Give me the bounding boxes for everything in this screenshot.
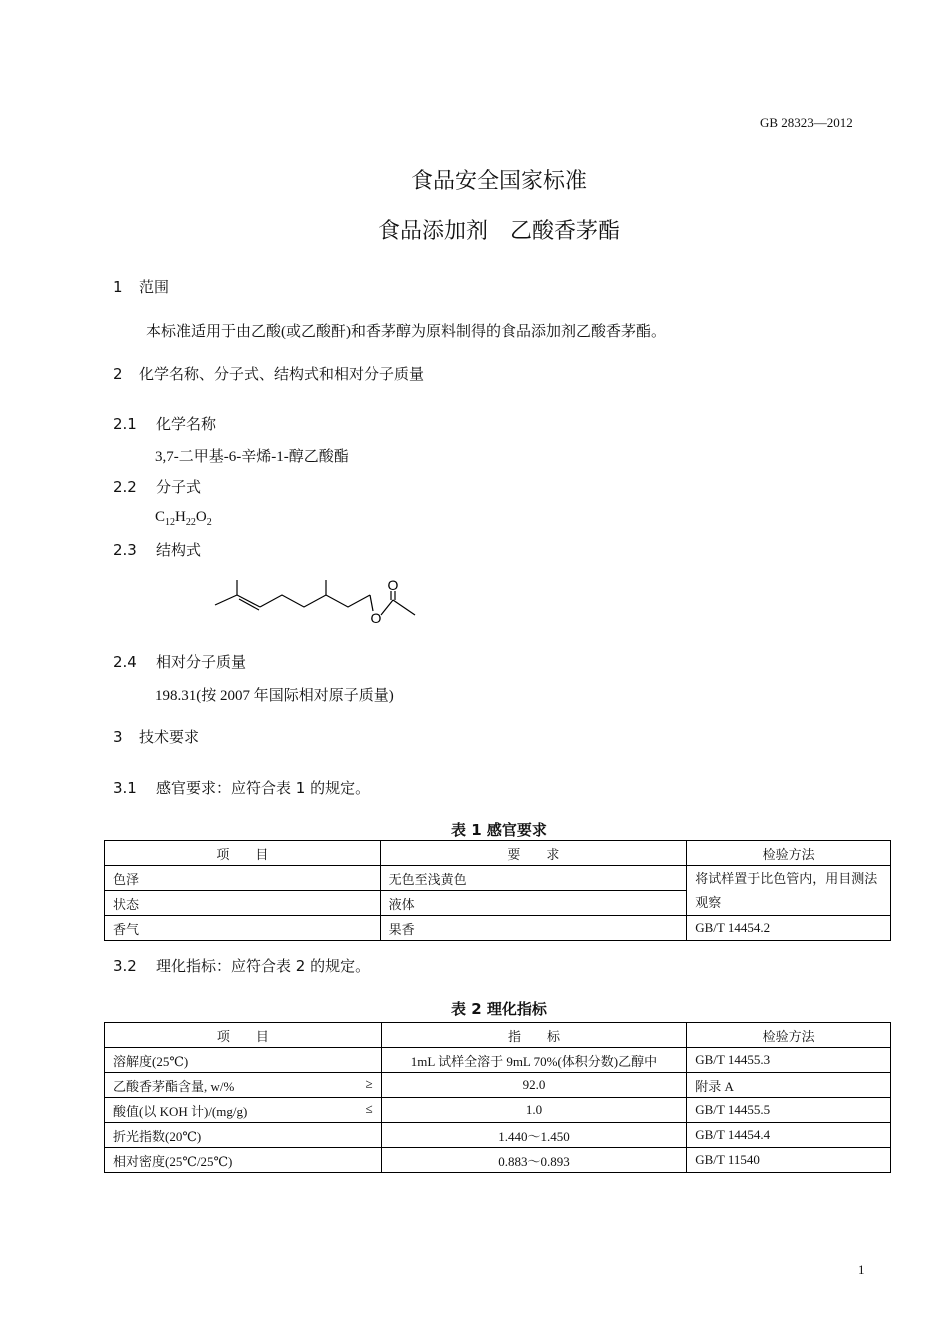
table-row [105, 916, 891, 941]
header-cell: 项 目 [105, 841, 381, 866]
item-cell: 溶解度(25℃) [105, 1048, 382, 1073]
svg-text:O: O [370, 610, 382, 626]
document-subtitle: 食品添加剂 乙酸香茅酯 [377, 219, 620, 244]
svg-text:O: O [387, 577, 399, 593]
section-title: 理化指标：应符合表 2 的规定。 [156, 957, 371, 975]
section-title: 化学名称、分子式、结构式和相对分子质量 [139, 365, 425, 383]
requirement-cell: 无色至浅黄色 [380, 866, 687, 891]
table-1 [104, 840, 891, 941]
item-cell: 状态 [105, 891, 381, 916]
method-cell: GB/T 14454.2 [687, 916, 891, 941]
section-2-4-heading [113, 651, 246, 672]
standard-code: GB 28323—2012 [760, 115, 853, 130]
value-cell: 1.440～1.450 [381, 1123, 687, 1148]
section-number: 2.3 [113, 541, 137, 559]
section-number: 2.1 [113, 415, 137, 433]
section-title: 分子式 [156, 478, 202, 496]
table-2 [104, 1022, 891, 1173]
section-2-3-heading [113, 539, 201, 560]
document-title: 食品安全国家标准 [410, 169, 587, 194]
section-3-heading [113, 726, 199, 747]
value-cell: 0.883～0.893 [381, 1148, 687, 1173]
section-3-2-heading [113, 955, 370, 976]
value-cell: 1.0 [381, 1098, 687, 1123]
section-number: 2.2 [113, 478, 137, 496]
table-row [105, 1098, 891, 1123]
item-cell: 乙酸香茅酯含量, w/% ≥ [105, 1073, 382, 1098]
section-2-1-heading [113, 413, 216, 434]
table-header-row [105, 841, 891, 866]
item-cell: 相对密度(25℃/25℃) [105, 1148, 382, 1173]
molecular-formula: $C_{12}H_{22}O_2$ [155, 509, 212, 528]
table-1-caption: 表 1 感官要求 [451, 821, 547, 839]
method-cell: GB/T 11540 [687, 1148, 891, 1173]
table-row [105, 1123, 891, 1148]
header-cell: 项 目 [105, 1023, 382, 1048]
section-1-text: 本标准适用于由乙酸(或乙酸酐)和香茅醇为原料制得的食品添加剂乙酸香茅酯。 [146, 324, 666, 340]
section-title: 化学名称 [156, 415, 217, 433]
method-cell: 将试样置于比色管内，用目测法观察 [687, 866, 891, 916]
header-cell: 指 标 [381, 1023, 687, 1048]
method-cell: GB/T 14454.4 [687, 1123, 891, 1148]
value-cell: 1mL 试样全溶于 9mL 70%(体积分数)乙醇中 [381, 1048, 687, 1073]
header-cell: 检验方法 [687, 1023, 891, 1048]
section-number: 3.1 [113, 779, 137, 797]
table-row [105, 1048, 891, 1073]
requirement-cell: 液体 [380, 891, 687, 916]
section-title: 感官要求：应符合表 1 的规定。 [156, 779, 371, 797]
section-title: 结构式 [156, 541, 202, 559]
item-cell: 折光指数(20℃) [105, 1123, 382, 1148]
header-cell: 检验方法 [687, 841, 891, 866]
section-2-2-heading [113, 476, 201, 497]
item-cell: 香气 [105, 916, 381, 941]
section-title: 相对分子质量 [156, 653, 247, 671]
molecular-mass: 198.31(按 2007 年国际相对原子质量) [155, 688, 394, 704]
chemical-name: 3,7-二甲基-6-辛烯-1-醇乙酸酯 [155, 449, 349, 465]
method-cell: GB/T 14455.5 [687, 1098, 891, 1123]
header-cell: 要 求 [380, 841, 687, 866]
section-3-1-heading [113, 777, 370, 798]
page-number: 1 [858, 1262, 865, 1277]
section-number: 3.2 [113, 957, 137, 975]
method-cell: 附录 A [687, 1073, 891, 1098]
table-row [105, 1148, 891, 1173]
item-cell: 色泽 [105, 866, 381, 891]
table-row [105, 1073, 891, 1098]
item-cell: 酸值(以 KOH 计)/(mg/g) ≤ [105, 1098, 382, 1123]
section-number: 3 [113, 728, 123, 746]
method-cell: GB/T 14455.3 [687, 1048, 891, 1073]
section-number: 2 [113, 365, 123, 383]
value-cell: 92.0 [381, 1073, 687, 1098]
table-2-caption: 表 2 理化指标 [451, 1000, 547, 1018]
section-title: 技术要求 [139, 728, 200, 746]
section-1-heading [113, 276, 169, 297]
section-title: 范围 [139, 278, 170, 296]
section-number: 1 [113, 278, 123, 296]
table-row [105, 866, 891, 891]
structural-formula [210, 575, 425, 630]
requirement-cell: 果香 [380, 916, 687, 941]
section-2-heading [113, 363, 424, 384]
section-number: 2.4 [113, 653, 137, 671]
table-header-row [105, 1023, 891, 1048]
